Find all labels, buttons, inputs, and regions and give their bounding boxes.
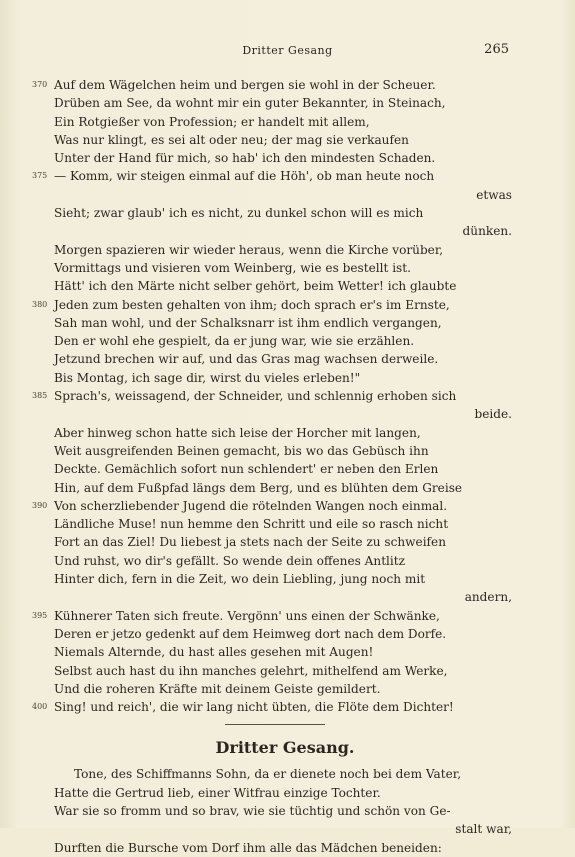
verse-line-text: Morgen spazieren wir wieder heraus, wenn die Kirche vorüber, (54, 242, 444, 257)
verse-line (32, 350, 518, 368)
verse-line-text: Deckte. Gemächlich sofort nun schlendert' er neben den Erlen (54, 462, 439, 477)
verse-line-text: Drüben am See, da wohnt mir ein guter Bekannter, in Steinach, (54, 96, 446, 111)
line-number: 385 (32, 391, 48, 401)
line-number: 370 (32, 80, 48, 89)
verse-line-text: beide. (474, 407, 512, 422)
chapter-line (32, 802, 518, 820)
verse-line-text: Vormittags und visieren vom Weinberg, wie es bestellt ist. (54, 260, 411, 275)
chapter-line-text: Tone, des Schiffmanns Sohn, da er dienete noch bei dem Vater, (74, 767, 462, 782)
verse-line-text: Sieht; zwar glaub' ich es nicht, zu dunkel schon will es mich (54, 206, 424, 221)
verse-line (32, 607, 518, 625)
verse-line-text: Deren er jetzo gedenkt auf dem Heimweg dort nach dem Dorfe. (54, 626, 447, 641)
verse-line-text: Weit ausgreifenden Beinen gemacht, bis wo das Gebüsch ihn (54, 443, 429, 458)
verse-line-text: etwas (476, 187, 512, 202)
verse-line (32, 76, 518, 94)
verse-line (32, 149, 518, 167)
verse-line (32, 625, 518, 643)
chapter-line-text: Durften die Bursche vom Dorf ihm alle das Mädchen beneiden: (54, 840, 442, 855)
verse-line-text: Aber hinweg schon hatte sich leise der Horcher mit langen, (54, 425, 421, 440)
verse-line (32, 332, 518, 350)
verse-line-text: Und die roheren Kräfte mit deinem Geiste gemildert. (54, 681, 381, 696)
chapter-line (32, 820, 518, 838)
verse-line (32, 186, 518, 204)
running-head: Dritter Gesang (242, 44, 333, 57)
verse-line (32, 369, 518, 387)
verse-line (32, 588, 518, 606)
verse-line (32, 460, 518, 478)
line-number: 400 (32, 702, 48, 712)
verse-line (32, 259, 518, 277)
verse-line-text: andern, (464, 590, 512, 605)
chapter-line (32, 765, 518, 783)
verse-line-text: Den er wohl ehe gespielt, da er jung war, wie sie erzählen. (54, 334, 415, 349)
chapter-lines (32, 765, 518, 856)
chapter-line-text: War sie so fromm und so brav, wie sie tüchtig und schön von Ge- (54, 803, 451, 818)
verse-line-text: Hin, auf dem Fußpfad längs dem Berg, und es blühten dem Greise (54, 480, 463, 495)
verse-line-text: Jeden zum besten gehalten von ihm; doch sprach er's im Ernste, (54, 297, 450, 312)
chapter-line (32, 839, 518, 857)
verse-line (32, 643, 518, 661)
chapter-line (32, 784, 518, 802)
verse-line (32, 424, 518, 442)
verse-line-text: Kühnerer Taten sich freute. Vergönn' uns einen der Schwänke, (54, 608, 440, 623)
verse-line (32, 113, 518, 131)
verse-line (32, 698, 518, 716)
line-number: 395 (32, 610, 48, 620)
verse-line (32, 277, 518, 295)
verse-line-text: Jetzund brechen wir auf, und das Gras mag wachsen derweile. (54, 352, 439, 367)
verse-line-text: Von scherzliebender Jugend die rötelnden Wangen noch einmal. (54, 498, 448, 513)
verse-line-text: Ein Rotgießer von Profession; er handelt mit allem, (54, 114, 370, 129)
verse-line-text: Und ruhst, wo dir's gefällt. So wende dein offenes Antlitz (54, 553, 406, 568)
section-divider (225, 724, 325, 725)
verse-line-text: Niemals Alternde, du hast alles gesehen mit Augen! (54, 645, 374, 660)
verse-line-text: Fort an das Ziel! Du liebest ja stets nach der Seite zu schweifen (54, 535, 446, 550)
verse-text (32, 76, 518, 857)
verse-line (32, 314, 518, 332)
verse-line-text: Unter der Hand für mich, so hab' ich den mindesten Schaden. (54, 151, 436, 166)
verse-line-text: Bis Montag, ich sage dir, wirst du vieles erleben!" (54, 370, 361, 385)
verse-line (32, 497, 518, 515)
verse-line (32, 515, 518, 533)
verse-line-text: Auf dem Wägelchen heim und bergen sie wohl in der Scheuer. (54, 78, 436, 92)
verse-line-text: Hinter dich, fern in die Zeit, wo dein Liebling, jung noch mit (54, 572, 426, 587)
line-number: 380 (32, 299, 48, 309)
page-number: 265 (484, 42, 509, 57)
verse-line (32, 167, 518, 185)
chapter-line-text: stalt war, (455, 822, 512, 837)
verse-line-text: dünken. (462, 224, 512, 239)
verse-line (32, 204, 518, 222)
verse-line (32, 479, 518, 497)
line-number: 375 (32, 171, 48, 181)
verse-line-text: Was nur klingt, es sei alt oder neu; der mag sie verkaufen (54, 132, 409, 147)
verse-line-text: Ländliche Muse! nun hemme den Schritt und eile so rasch nicht (54, 517, 449, 532)
verse-line-text: Sing! und reich', die wir lang nicht übten, die Flöte dem Dichter! (54, 700, 454, 715)
verse-line (32, 552, 518, 570)
verse-line (32, 442, 518, 460)
verse-line-text: — Komm, wir steigen einmal auf die Höh', ob man heute noch (54, 169, 435, 184)
verse-line (32, 131, 518, 149)
chapter-line-text: Hatte die Gertrud lieb, einer Witfrau einzige Tochter. (54, 785, 381, 800)
verse-line (32, 662, 518, 680)
line-number: 390 (32, 500, 48, 510)
verse-line (32, 680, 518, 698)
page-header (0, 44, 575, 60)
verse-line (32, 387, 518, 405)
verse-line (32, 405, 518, 423)
verse-line (32, 241, 518, 259)
verse-line-text: Selbst auch hast du ihn manches gelehrt, mithelfend am Werke, (54, 663, 448, 678)
verse-line (32, 570, 518, 588)
verse-line-text: Hätt' ich den Märte nicht selber gehört, beim Wetter! ich glaubte (54, 279, 457, 294)
verse-lines (32, 76, 518, 716)
verse-line (32, 222, 518, 240)
verse-line (32, 296, 518, 314)
verse-line (32, 94, 518, 112)
chapter-title: Dritter Gesang. (215, 738, 355, 758)
verse-line-text: Sah man wohl, und der Schalksnarr ist ihm endlich vergangen, (54, 315, 442, 330)
verse-line-text: Sprach's, weissagend, der Schneider, und schlennig erhoben sich (54, 389, 457, 404)
verse-line (32, 533, 518, 551)
